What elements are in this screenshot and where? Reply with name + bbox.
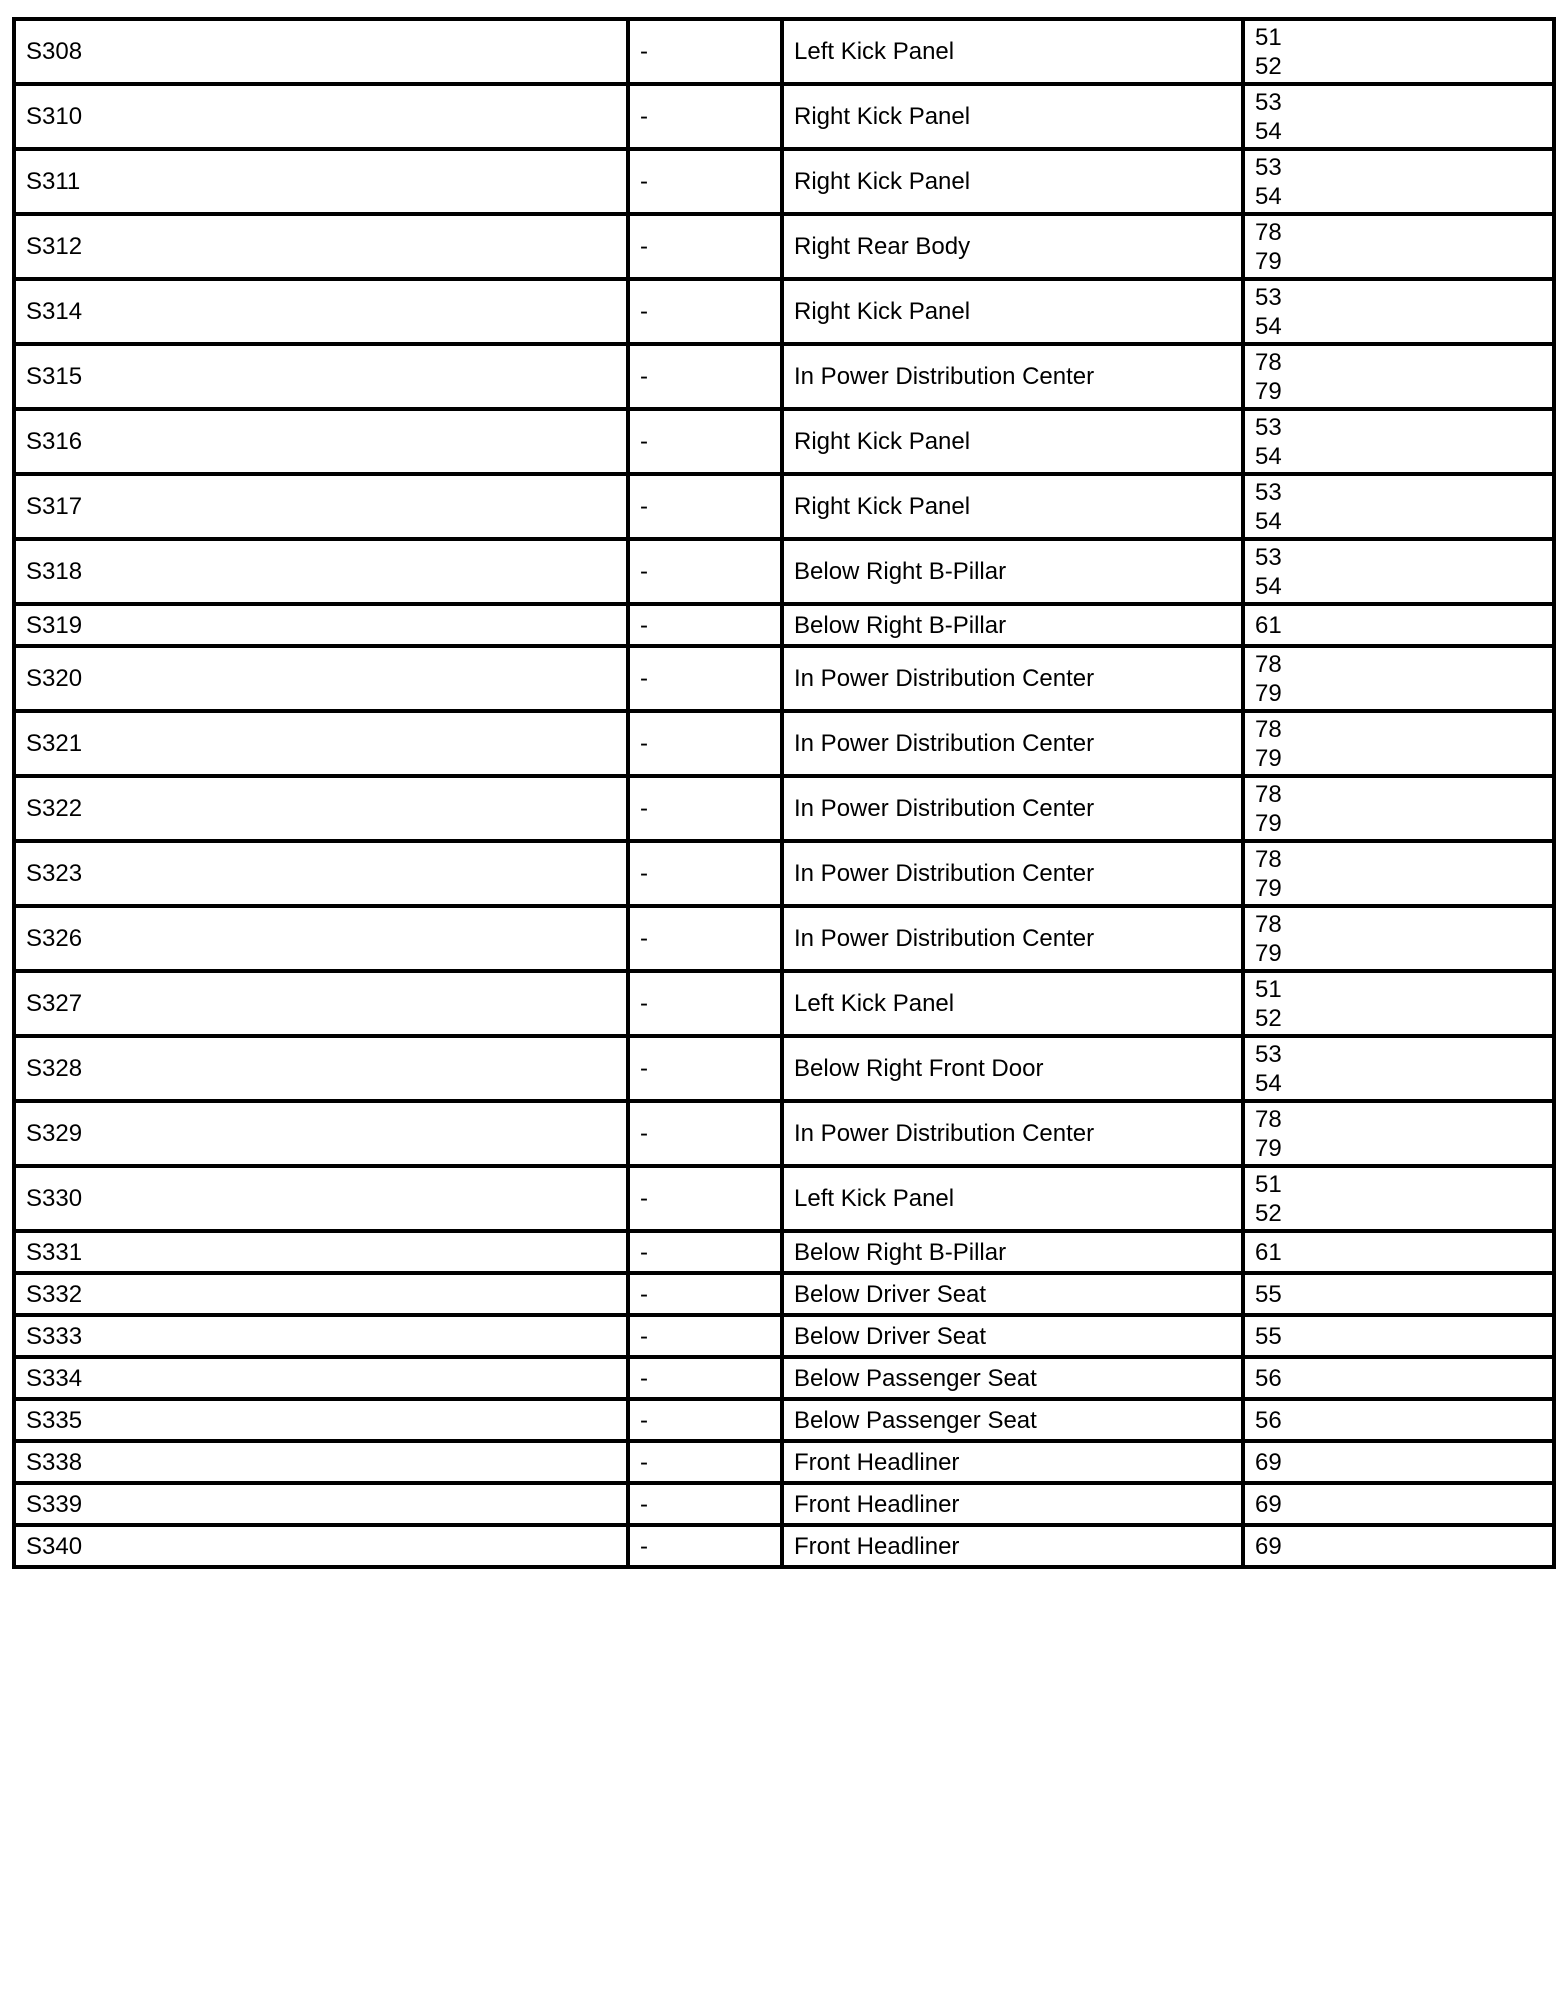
dash-cell: - — [628, 1231, 782, 1273]
page-number: 79 — [1255, 874, 1282, 902]
page-number: 55 — [1255, 1322, 1282, 1350]
location-cell: Right Kick Panel — [782, 149, 1243, 214]
splice-id-cell: S314 — [14, 279, 628, 344]
splice-id-cell: S308 — [14, 19, 628, 84]
splice-id-cell: S329 — [14, 1101, 628, 1166]
location-cell: Below Passenger Seat — [782, 1357, 1243, 1399]
location-cell: Below Right B-Pillar — [782, 604, 1243, 646]
splice-location-table — [12, 17, 1556, 1569]
splice-id-cell: S327 — [14, 971, 628, 1036]
location-cell: Front Headliner — [782, 1525, 1243, 1567]
location-cell: Front Headliner — [782, 1483, 1243, 1525]
table-row — [14, 1357, 1554, 1399]
location-cell: In Power Distribution Center — [782, 906, 1243, 971]
page-reference-cell — [1243, 1441, 1554, 1483]
location-cell: Below Passenger Seat — [782, 1399, 1243, 1441]
dash-cell: - — [628, 646, 782, 711]
dash-cell: - — [628, 1441, 782, 1483]
dash-cell: - — [628, 971, 782, 1036]
page-reference-cell — [1243, 1357, 1554, 1399]
page-number: 78 — [1255, 218, 1282, 246]
page-number: 79 — [1255, 377, 1282, 405]
table-row — [14, 604, 1554, 646]
dash-cell: - — [628, 279, 782, 344]
splice-id-cell: S315 — [14, 344, 628, 409]
splice-id-cell: S317 — [14, 474, 628, 539]
dash-cell: - — [628, 84, 782, 149]
page-number: 79 — [1255, 809, 1282, 837]
table-row — [14, 1399, 1554, 1441]
page-number: 54 — [1255, 442, 1282, 470]
dash-cell: - — [628, 409, 782, 474]
page-number: 78 — [1255, 650, 1282, 678]
splice-id-cell: S323 — [14, 841, 628, 906]
page-reference-cell — [1243, 84, 1554, 149]
location-cell: In Power Distribution Center — [782, 841, 1243, 906]
table-row — [14, 711, 1554, 776]
page-number: 54 — [1255, 572, 1282, 600]
dash-cell: - — [628, 776, 782, 841]
splice-id-cell: S328 — [14, 1036, 628, 1101]
page-reference-cell — [1243, 344, 1554, 409]
page-reference-cell — [1243, 1315, 1554, 1357]
splice-id-cell: S339 — [14, 1483, 628, 1525]
splice-id-cell: S330 — [14, 1166, 628, 1231]
page-reference-cell — [1243, 711, 1554, 776]
page-number: 53 — [1255, 153, 1282, 181]
page-number: 78 — [1255, 715, 1282, 743]
page-reference-cell — [1243, 409, 1554, 474]
table-row — [14, 344, 1554, 409]
splice-id-cell: S318 — [14, 539, 628, 604]
splice-id-cell: S340 — [14, 1525, 628, 1567]
location-cell: In Power Distribution Center — [782, 776, 1243, 841]
location-cell: Below Driver Seat — [782, 1273, 1243, 1315]
dash-cell: - — [628, 841, 782, 906]
page-reference-cell — [1243, 906, 1554, 971]
splice-id-cell: S321 — [14, 711, 628, 776]
page-number: 52 — [1255, 1199, 1282, 1227]
table-row — [14, 84, 1554, 149]
table-row — [14, 19, 1554, 84]
page-reference-cell — [1243, 1483, 1554, 1525]
splice-id-cell: S338 — [14, 1441, 628, 1483]
page-number: 69 — [1255, 1448, 1282, 1476]
splice-id-cell: S312 — [14, 214, 628, 279]
location-cell: Below Right B-Pillar — [782, 539, 1243, 604]
page-number: 79 — [1255, 247, 1282, 275]
table-row — [14, 1231, 1554, 1273]
dash-cell: - — [628, 149, 782, 214]
dash-cell: - — [628, 604, 782, 646]
page-number: 56 — [1255, 1406, 1282, 1434]
page-number: 51 — [1255, 975, 1282, 1003]
page-number: 61 — [1255, 611, 1282, 639]
page-reference-cell — [1243, 279, 1554, 344]
table-row — [14, 776, 1554, 841]
page-number: 78 — [1255, 1105, 1282, 1133]
page-number: 78 — [1255, 348, 1282, 376]
location-cell: In Power Distribution Center — [782, 646, 1243, 711]
splice-table-body — [14, 19, 1554, 1567]
page-number: 54 — [1255, 1069, 1282, 1097]
page-reference-cell — [1243, 1525, 1554, 1567]
table-row — [14, 1166, 1554, 1231]
page-reference-cell — [1243, 646, 1554, 711]
location-cell: Right Kick Panel — [782, 474, 1243, 539]
table-row — [14, 971, 1554, 1036]
dash-cell: - — [628, 711, 782, 776]
dash-cell: - — [628, 1101, 782, 1166]
location-cell: Right Kick Panel — [782, 409, 1243, 474]
page-reference-cell — [1243, 1166, 1554, 1231]
page-number: 78 — [1255, 845, 1282, 873]
page-reference-cell — [1243, 539, 1554, 604]
dash-cell: - — [628, 1166, 782, 1231]
table-row — [14, 474, 1554, 539]
page-number: 54 — [1255, 312, 1282, 340]
dash-cell: - — [628, 539, 782, 604]
table-row — [14, 149, 1554, 214]
location-cell: Left Kick Panel — [782, 19, 1243, 84]
splice-id-cell: S331 — [14, 1231, 628, 1273]
page-number: 51 — [1255, 1170, 1282, 1198]
page-number: 53 — [1255, 283, 1282, 311]
page-reference-cell — [1243, 841, 1554, 906]
table-row — [14, 906, 1554, 971]
page-number: 54 — [1255, 182, 1282, 210]
page-number: 78 — [1255, 910, 1282, 938]
dash-cell: - — [628, 1273, 782, 1315]
splice-id-cell: S311 — [14, 149, 628, 214]
splice-id-cell: S326 — [14, 906, 628, 971]
page-reference-cell — [1243, 19, 1554, 84]
table-row — [14, 1483, 1554, 1525]
dash-cell: - — [628, 474, 782, 539]
page-number: 69 — [1255, 1532, 1282, 1560]
page-reference-cell — [1243, 474, 1554, 539]
location-cell: Right Rear Body — [782, 214, 1243, 279]
dash-cell: - — [628, 344, 782, 409]
page-number: 56 — [1255, 1364, 1282, 1392]
table-row — [14, 646, 1554, 711]
page-reference-cell — [1243, 1231, 1554, 1273]
location-cell: In Power Distribution Center — [782, 711, 1243, 776]
page-number: 55 — [1255, 1280, 1282, 1308]
table-row — [14, 841, 1554, 906]
table-row — [14, 1036, 1554, 1101]
table-row — [14, 1101, 1554, 1166]
page-number: 61 — [1255, 1238, 1282, 1266]
page-number: 52 — [1255, 52, 1282, 80]
location-cell: Right Kick Panel — [782, 279, 1243, 344]
table-row — [14, 1525, 1554, 1567]
dash-cell: - — [628, 1357, 782, 1399]
dash-cell: - — [628, 1525, 782, 1567]
table-row — [14, 539, 1554, 604]
page-number: 53 — [1255, 88, 1282, 116]
page-number: 53 — [1255, 478, 1282, 506]
splice-id-cell: S332 — [14, 1273, 628, 1315]
table-row — [14, 1441, 1554, 1483]
page-number: 79 — [1255, 939, 1282, 967]
page-reference-cell — [1243, 604, 1554, 646]
location-cell: Below Driver Seat — [782, 1315, 1243, 1357]
splice-id-cell: S322 — [14, 776, 628, 841]
location-cell: In Power Distribution Center — [782, 1101, 1243, 1166]
page-number: 79 — [1255, 679, 1282, 707]
table-row — [14, 214, 1554, 279]
location-cell: Left Kick Panel — [782, 971, 1243, 1036]
dash-cell: - — [628, 906, 782, 971]
table-row — [14, 1273, 1554, 1315]
splice-id-cell: S310 — [14, 84, 628, 149]
page-number: 78 — [1255, 780, 1282, 808]
dash-cell: - — [628, 19, 782, 84]
table-row — [14, 1315, 1554, 1357]
splice-id-cell: S319 — [14, 604, 628, 646]
page-reference-cell — [1243, 149, 1554, 214]
page-reference-cell — [1243, 214, 1554, 279]
page-number: 53 — [1255, 413, 1282, 441]
splice-id-cell: S335 — [14, 1399, 628, 1441]
page-number: 54 — [1255, 117, 1282, 145]
dash-cell: - — [628, 1399, 782, 1441]
page-number: 69 — [1255, 1490, 1282, 1518]
dash-cell: - — [628, 1315, 782, 1357]
page-number: 79 — [1255, 1134, 1282, 1162]
dash-cell: - — [628, 1483, 782, 1525]
splice-id-cell: S316 — [14, 409, 628, 474]
splice-id-cell: S334 — [14, 1357, 628, 1399]
dash-cell: - — [628, 1036, 782, 1101]
page-reference-cell — [1243, 1273, 1554, 1315]
page-number: 53 — [1255, 1040, 1282, 1068]
splice-id-cell: S320 — [14, 646, 628, 711]
page-number: 51 — [1255, 23, 1282, 51]
page-reference-cell — [1243, 1101, 1554, 1166]
location-cell: Below Right B-Pillar — [782, 1231, 1243, 1273]
splice-id-cell: S333 — [14, 1315, 628, 1357]
table-row — [14, 279, 1554, 344]
page-number: 54 — [1255, 507, 1282, 535]
page-reference-cell — [1243, 776, 1554, 841]
location-cell: Front Headliner — [782, 1441, 1243, 1483]
table-row — [14, 409, 1554, 474]
page-reference-cell — [1243, 1036, 1554, 1101]
location-cell: Below Right Front Door — [782, 1036, 1243, 1101]
page-reference-cell — [1243, 971, 1554, 1036]
page-number: 79 — [1255, 744, 1282, 772]
dash-cell: - — [628, 214, 782, 279]
page-reference-cell — [1243, 1399, 1554, 1441]
location-cell: In Power Distribution Center — [782, 344, 1243, 409]
location-cell: Left Kick Panel — [782, 1166, 1243, 1231]
page-number: 53 — [1255, 543, 1282, 571]
page-number: 52 — [1255, 1004, 1282, 1032]
location-cell: Right Kick Panel — [782, 84, 1243, 149]
